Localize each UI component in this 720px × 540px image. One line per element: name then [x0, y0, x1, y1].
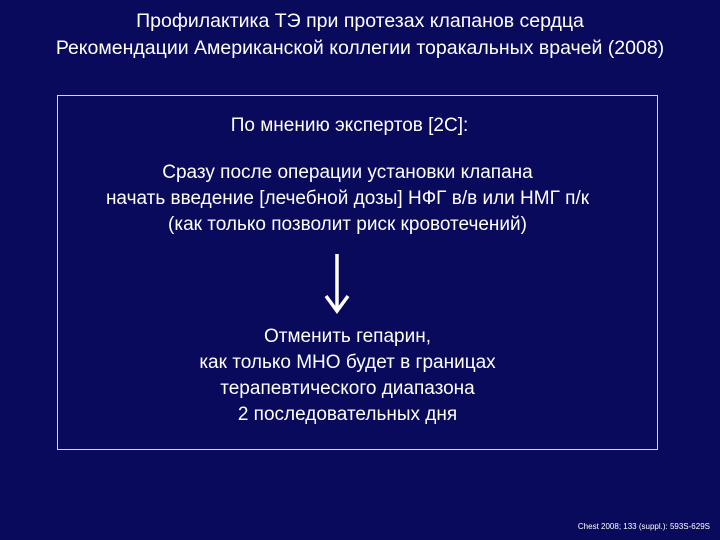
down-arrow-icon: [324, 254, 350, 314]
slide-title: [0, 8, 720, 62]
slide-title-line-2: Рекомендации Американской коллегии торакальных врачей (2008): [55, 37, 665, 59]
result-line-1: Отменить гепарин,: [264, 326, 431, 347]
action-line-3: (как только позволит риск кровотечений): [168, 214, 527, 235]
result-text: [48, 324, 647, 428]
action-line-2: начать введение [лечебной дозы] НФГ в/в или НМГ п/к: [105, 188, 590, 209]
result-line-3: терапевтического диапазона: [220, 378, 475, 399]
citation: Chest 2008; 133 (suppl.): 593S-629S: [577, 522, 710, 531]
action-line-1: Сразу после операции установки клапана: [162, 162, 533, 183]
expert-opinion-heading: По мнению экспертов [2С]:: [230, 115, 469, 136]
action-text: [48, 160, 647, 238]
result-line-2: как только МНО будет в границах: [199, 352, 496, 373]
recommendation-box: [57, 95, 658, 450]
slide-title-line-1: Профилактика ТЭ при протезах клапанов сердца: [136, 10, 584, 32]
result-line-4: 2 последовательных дня: [237, 404, 458, 425]
